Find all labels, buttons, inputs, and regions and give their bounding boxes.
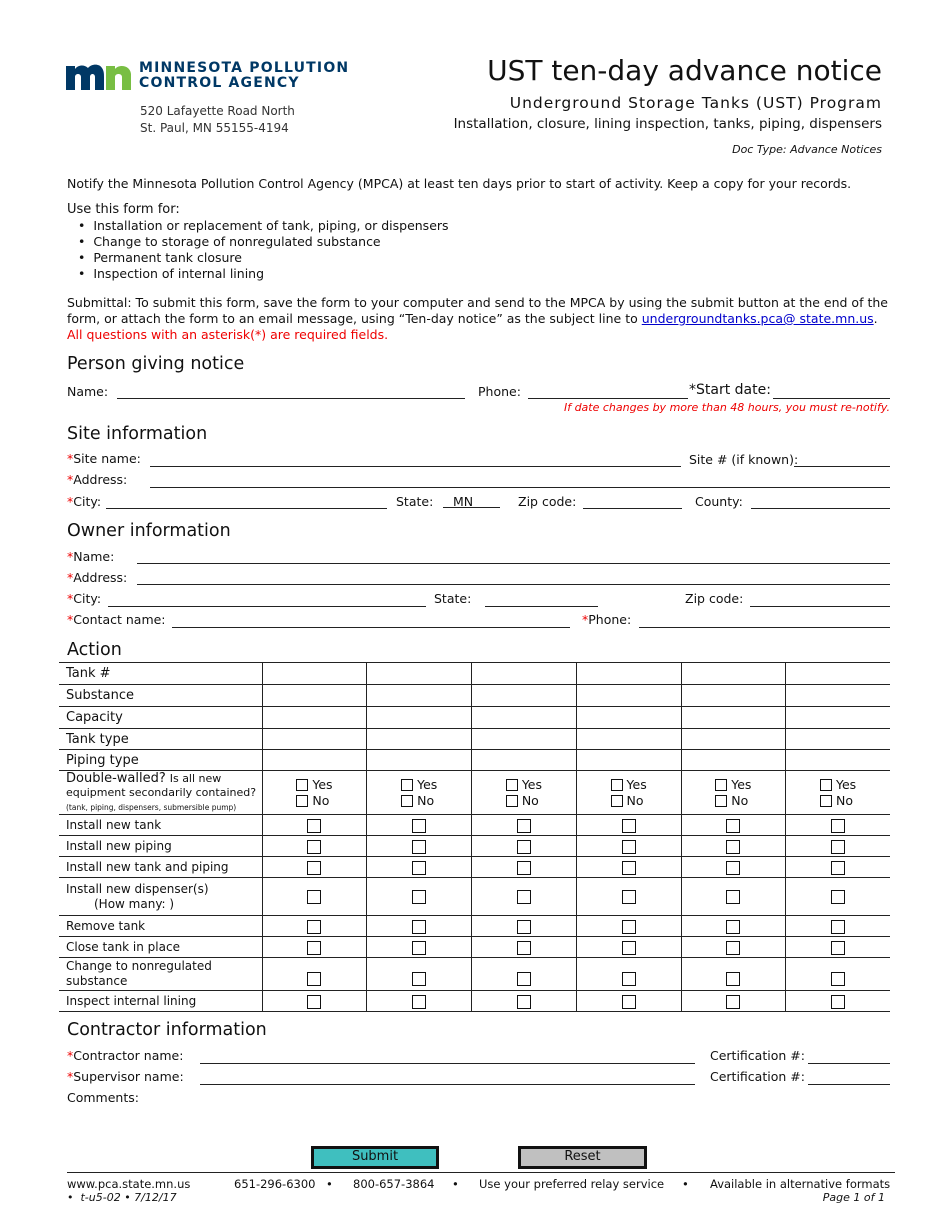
row-label: Install new tank [59, 815, 262, 836]
action-checkbox[interactable] [307, 840, 321, 854]
no-checkbox[interactable] [296, 795, 308, 807]
row-label: Remove tank [59, 916, 262, 937]
table-row [59, 685, 890, 707]
row-label: Install new piping [59, 836, 262, 857]
action-checkbox[interactable] [517, 941, 531, 955]
action-checkbox[interactable] [412, 819, 426, 833]
tank-3-cell [472, 836, 577, 857]
yes-checkbox[interactable] [296, 779, 308, 791]
site-county-input[interactable] [751, 508, 890, 509]
action-checkbox[interactable] [517, 995, 531, 1009]
tank-4-cell [576, 958, 681, 991]
owner-phone-input[interactable] [639, 627, 890, 628]
tank-4-cell [576, 991, 681, 1012]
notify-text: Notify the Minnesota Pollution Control Agency (MPCA) at least ten days prior to start of activity. Keep a copy for your records. [67, 176, 852, 191]
no-label: No [417, 792, 435, 808]
action-checkbox[interactable] [726, 840, 740, 854]
tank-1-cell [262, 857, 367, 878]
yes-label: Yes [312, 776, 333, 792]
action-checkbox[interactable] [412, 890, 426, 904]
use-item: • Installation or replacement of tank, piping, or dispensers [78, 218, 449, 233]
tank-4-cell [576, 937, 681, 958]
tank-1-double-walled [262, 771, 367, 815]
tank-5-cell [681, 937, 786, 958]
tank-6-double-walled [786, 771, 890, 815]
table-row [59, 750, 890, 771]
tank-2-cell[interactable] [367, 729, 472, 750]
tank-4-cell [576, 878, 681, 916]
owner-name-label: *Name: [67, 549, 115, 564]
owner-name-input[interactable] [137, 563, 890, 564]
owner-address-label: *Address: [67, 570, 128, 585]
comments-label: Comments: [67, 1090, 139, 1105]
row-label: Inspect internal lining [59, 991, 262, 1012]
tank-6-cell[interactable] [786, 750, 890, 771]
footer-phone2: 800-657-3864 [353, 1177, 435, 1191]
tank-6-cell [786, 878, 890, 916]
action-checkbox[interactable] [517, 840, 531, 854]
action-checkbox[interactable] [622, 819, 636, 833]
subtitle: Underground Storage Tanks (UST) Program [509, 94, 882, 112]
tank-4-cell [576, 815, 681, 836]
action-heading: Action [67, 640, 122, 660]
owner-state-input[interactable] [485, 606, 598, 607]
tank-5-cell[interactable] [681, 750, 786, 771]
tank-3-cell[interactable] [472, 663, 577, 685]
tank-5-cell [681, 857, 786, 878]
tank-2-cell [367, 937, 472, 958]
tank-6-cell[interactable] [786, 729, 890, 750]
use-for-label: Use this form for: [67, 202, 180, 217]
contractor-cert-input[interactable] [808, 1063, 890, 1064]
tank-6-cell [786, 937, 890, 958]
tank-4-cell [576, 836, 681, 857]
action-checkbox[interactable] [726, 972, 740, 986]
tank-5-cell [681, 878, 786, 916]
owner-state-label: State: [434, 591, 472, 606]
no-checkbox[interactable] [715, 795, 727, 807]
double-walled-label: Double-walled? Is all new equipment secondarily contained? (tank, piping, dispensers, submersible pump) [59, 771, 262, 815]
site-zip-input[interactable] [583, 508, 682, 509]
tank-5-cell [681, 815, 786, 836]
yes-label: Yes [417, 776, 438, 792]
tank-1-cell [262, 916, 367, 937]
footer-page-number: Page 1 of 1 [822, 1191, 885, 1204]
footer-sep: • [452, 1177, 459, 1191]
action-checkbox[interactable] [831, 861, 845, 875]
action-checkbox[interactable] [726, 819, 740, 833]
table-row [59, 771, 890, 815]
yes-checkbox[interactable] [506, 779, 518, 791]
tank-1-cell[interactable] [262, 729, 367, 750]
owner-heading: Owner information [67, 521, 231, 541]
tank-3-double-walled [472, 771, 577, 815]
tank-3-cell [472, 958, 577, 991]
tank-6-cell [786, 958, 890, 991]
supervisor-name-label: *Supervisor name: [67, 1069, 184, 1084]
doc-type: Doc Type: Advance Notices [732, 143, 882, 156]
site-number-input[interactable] [794, 466, 890, 467]
row-label: Install new dispenser(s) (How many: ) [59, 878, 262, 916]
table-row [59, 729, 890, 750]
footer-relay: Use your preferred relay service [479, 1177, 665, 1191]
mpca-logo-icon [66, 62, 132, 90]
site-heading: Site information [67, 424, 208, 444]
submittal-text: Submittal: To submit this form, save the form to your computer and send to the MPCA by using the submit button at the end of the form, or attach the form to an email message, using “Ten-day notice” as the subject line to undergroundtanks.pca@ state.mn.us. All questions with an asterisk(*) are required fields. [67, 295, 888, 342]
action-checkbox[interactable] [517, 890, 531, 904]
tank-3-cell[interactable] [472, 750, 577, 771]
use-item: • Permanent tank closure [78, 250, 242, 265]
tank-1-cell [262, 937, 367, 958]
table-row [59, 815, 890, 836]
no-label: No [521, 792, 539, 808]
table-row [59, 836, 890, 857]
tank-2-cell[interactable] [367, 707, 472, 729]
row-label: Change to nonregulated substance [59, 958, 262, 991]
action-checkbox[interactable] [412, 861, 426, 875]
action-table [59, 662, 890, 1012]
yes-checkbox[interactable] [611, 779, 623, 791]
contractor-name-label: *Contractor name: [67, 1048, 184, 1063]
action-checkbox[interactable] [412, 840, 426, 854]
action-checkbox[interactable] [307, 819, 321, 833]
subtitle2: Installation, closure, lining inspection, tanks, piping, dispensers [453, 116, 882, 132]
site-name-label: *Site name: [67, 451, 141, 466]
site-address-label: *Address: [67, 472, 128, 487]
tank-4-cell[interactable] [576, 685, 681, 707]
site-name-input[interactable] [150, 466, 681, 467]
tank-3-cell [472, 815, 577, 836]
action-checkbox[interactable] [517, 972, 531, 986]
tank-4-cell[interactable] [576, 663, 681, 685]
tank-1-cell [262, 991, 367, 1012]
supervisor-name-input[interactable] [200, 1084, 695, 1085]
action-checkbox[interactable] [307, 861, 321, 875]
name-label: Name: [67, 384, 109, 399]
action-checkbox[interactable] [307, 890, 321, 904]
tank-6-cell [786, 836, 890, 857]
tank-2-cell[interactable] [367, 750, 472, 771]
contractor-cert-label: Certification #: [710, 1048, 805, 1063]
no-checkbox[interactable] [820, 795, 832, 807]
tank-3-cell [472, 857, 577, 878]
site-county-label: County: [695, 494, 743, 509]
tank-1-cell [262, 836, 367, 857]
action-checkbox[interactable] [622, 861, 636, 875]
comments-input[interactable] [140, 1090, 890, 1130]
site-state-label: State: [396, 494, 434, 509]
tank-1-cell[interactable] [262, 685, 367, 707]
action-checkbox[interactable] [307, 920, 321, 934]
tank-6-cell[interactable] [786, 707, 890, 729]
required-note: All questions with an asterisk(*) are required fields. [67, 327, 389, 342]
action-checkbox[interactable] [622, 941, 636, 955]
person-phone-input[interactable] [528, 398, 688, 399]
tank-1-cell [262, 958, 367, 991]
tank-3-cell [472, 991, 577, 1012]
person-heading: Person giving notice [67, 354, 245, 374]
row-label: Substance [59, 685, 262, 707]
action-checkbox[interactable] [307, 972, 321, 986]
no-checkbox[interactable] [401, 795, 413, 807]
use-list [78, 218, 449, 282]
tank-3-cell[interactable] [472, 707, 577, 729]
footer-sep: • [326, 1177, 333, 1191]
action-checkbox[interactable] [726, 920, 740, 934]
site-number-label: Site # (if known): [689, 452, 799, 467]
tank-2-cell[interactable] [367, 663, 472, 685]
email-link[interactable]: undergroundtanks.pca@ state.mn.us [641, 311, 874, 326]
tank-6-cell [786, 991, 890, 1012]
tank-2-cell [367, 916, 472, 937]
contact-name-input[interactable] [172, 627, 570, 628]
tank-2-double-walled [367, 771, 472, 815]
table-row [59, 857, 890, 878]
tank-5-cell [681, 916, 786, 937]
tank-5-cell [681, 836, 786, 857]
action-checkbox[interactable] [517, 819, 531, 833]
action-checkbox[interactable] [726, 890, 740, 904]
use-item: • Inspection of internal lining [78, 266, 265, 281]
no-label: No [836, 792, 853, 808]
action-checkbox[interactable] [831, 819, 845, 833]
tank-2-cell [367, 991, 472, 1012]
owner-zip-input[interactable] [750, 606, 890, 607]
yes-checkbox[interactable] [715, 779, 727, 791]
action-checkbox[interactable] [307, 941, 321, 955]
tank-4-double-walled [576, 771, 681, 815]
agency-name: MINNESOTA POLLUTION CONTROL AGENCY [139, 60, 350, 91]
tank-2-cell [367, 857, 472, 878]
yes-label: Yes [521, 776, 542, 792]
start-date-input[interactable] [773, 398, 890, 399]
tank-1-cell[interactable] [262, 750, 367, 771]
contractor-name-input[interactable] [200, 1063, 695, 1064]
action-checkbox[interactable] [726, 995, 740, 1009]
yes-checkbox[interactable] [401, 779, 413, 791]
tank-6-cell [786, 916, 890, 937]
tank-2-cell [367, 836, 472, 857]
action-checkbox[interactable] [517, 920, 531, 934]
yes-label: Yes [836, 776, 857, 792]
owner-phone-label: *Phone: [582, 612, 632, 627]
tank-5-cell[interactable] [681, 663, 786, 685]
owner-city-input[interactable] [108, 606, 426, 607]
no-label: No [626, 792, 644, 808]
tank-5-cell [681, 991, 786, 1012]
contact-name-label: *Contact name: [67, 612, 166, 627]
action-checkbox[interactable] [831, 840, 845, 854]
supervisor-cert-label: Certification #: [710, 1069, 805, 1084]
start-date-label: *Start date: [689, 382, 771, 398]
tank-1-cell[interactable] [262, 663, 367, 685]
site-zip-label: Zip code: [518, 494, 577, 509]
tank-1-cell[interactable] [262, 707, 367, 729]
site-city-label: *City: [67, 494, 102, 509]
no-checkbox[interactable] [506, 795, 518, 807]
tank-4-cell [576, 916, 681, 937]
footer-alt-formats: Available in alternative formats [710, 1177, 891, 1191]
tank-5-cell[interactable] [681, 729, 786, 750]
table-row [59, 991, 890, 1012]
table-row [59, 916, 890, 937]
row-label: Tank type [59, 729, 262, 750]
yes-checkbox[interactable] [820, 779, 832, 791]
action-checkbox[interactable] [622, 920, 636, 934]
action-checkbox[interactable] [307, 995, 321, 1009]
table-row [59, 878, 890, 916]
tank-6-cell[interactable] [786, 685, 890, 707]
action-checkbox[interactable] [726, 861, 740, 875]
yes-label: Yes [626, 776, 647, 792]
phone-label: Phone: [478, 384, 521, 399]
tank-1-cell [262, 815, 367, 836]
row-label: Close tank in place [59, 937, 262, 958]
action-checkbox[interactable] [831, 972, 845, 986]
row-label: Piping type [59, 750, 262, 771]
tank-6-cell [786, 857, 890, 878]
tank-4-cell[interactable] [576, 707, 681, 729]
supervisor-cert-input[interactable] [808, 1084, 890, 1085]
table-row [59, 663, 890, 685]
tank-5-cell[interactable] [681, 707, 786, 729]
tank-4-cell[interactable] [576, 729, 681, 750]
table-row [59, 707, 890, 729]
action-checkbox[interactable] [622, 840, 636, 854]
site-state-input[interactable]: MN [443, 494, 500, 508]
submit-button[interactable]: Submit [311, 1146, 439, 1169]
site-address-input[interactable] [150, 487, 890, 488]
action-checkbox[interactable] [412, 995, 426, 1009]
tank-5-cell [681, 958, 786, 991]
action-checkbox[interactable] [622, 890, 636, 904]
tank-5-cell[interactable] [681, 685, 786, 707]
row-label: Tank # [59, 663, 262, 685]
owner-address-input[interactable] [137, 584, 890, 585]
reset-button[interactable]: Reset [518, 1146, 647, 1169]
tank-3-cell[interactable] [472, 685, 577, 707]
action-checkbox[interactable] [726, 941, 740, 955]
row-label: Install new tank and piping [59, 857, 262, 878]
tank-4-cell[interactable] [576, 750, 681, 771]
action-checkbox[interactable] [412, 941, 426, 955]
footer-doc-code: • t-u5-02 • 7/12/17 [67, 1191, 177, 1204]
action-checkbox[interactable] [412, 972, 426, 986]
action-checkbox[interactable] [622, 995, 636, 1009]
no-label: No [312, 792, 330, 808]
tank-3-cell [472, 916, 577, 937]
tank-6-cell[interactable] [786, 663, 890, 685]
owner-zip-label: Zip code: [685, 591, 744, 606]
tank-3-cell[interactable] [472, 729, 577, 750]
no-checkbox[interactable] [611, 795, 623, 807]
action-checkbox[interactable] [412, 920, 426, 934]
action-checkbox[interactable] [831, 995, 845, 1009]
owner-city-label: *City: [67, 591, 102, 606]
action-checkbox[interactable] [831, 941, 845, 955]
renotify-note: If date changes by more than 48 hours, you must re-notify. [563, 401, 890, 414]
action-checkbox[interactable] [517, 861, 531, 875]
tank-2-cell [367, 958, 472, 991]
tank-3-cell [472, 937, 577, 958]
row-label: Capacity [59, 707, 262, 729]
agency-address: 520 Lafayette Road North St. Paul, MN 55155-4194 [140, 104, 295, 135]
person-name-input[interactable] [117, 398, 465, 399]
tank-2-cell[interactable] [367, 685, 472, 707]
table-row [59, 937, 890, 958]
tank-2-cell [367, 815, 472, 836]
tank-6-cell [786, 815, 890, 836]
tank-4-cell [576, 857, 681, 878]
tank-5-double-walled [681, 771, 786, 815]
tank-2-cell [367, 878, 472, 916]
action-checkbox[interactable] [831, 890, 845, 904]
yes-label: Yes [731, 776, 752, 792]
footer-sep: • [682, 1177, 689, 1191]
page-title: UST ten-day advance notice [487, 54, 882, 87]
footer-divider [67, 1172, 895, 1173]
tank-3-cell [472, 878, 577, 916]
action-checkbox[interactable] [831, 920, 845, 934]
tank-1-cell [262, 878, 367, 916]
no-label: No [731, 792, 749, 808]
site-city-input[interactable] [106, 508, 387, 509]
footer-website: www.pca.state.mn.us [67, 1177, 191, 1191]
contractor-heading: Contractor information [67, 1020, 267, 1040]
action-checkbox[interactable] [622, 972, 636, 986]
footer-phone1: 651-296-6300 [234, 1177, 316, 1191]
use-item: • Change to storage of nonregulated substance [78, 234, 381, 249]
table-row [59, 958, 890, 991]
